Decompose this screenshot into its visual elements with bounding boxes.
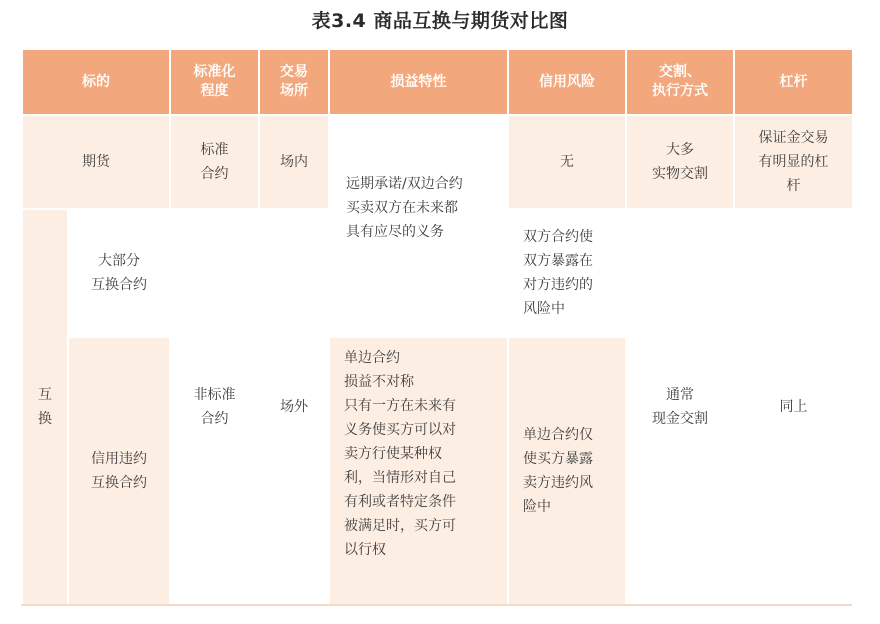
comparison-table [21, 48, 854, 606]
futures-profit-loss-cell: 远期承诺/双边合约 买卖双方在未来都 具有应尽的义务 [329, 115, 508, 337]
header-subject: 标的 [22, 49, 170, 115]
swap-2-subject-cell: 信用违约 互换合约 [68, 337, 170, 605]
futures-venue-cell: 场内 [259, 115, 329, 209]
swap-leverage-cell: 同上 [734, 209, 853, 605]
table-title: 表3.4 商品互换与期货对比图 [311, 10, 569, 32]
swap-1-credit-risk-cell: 双方合约使 双方暴露在 对方违约的 风险中 [508, 209, 626, 337]
futures-credit-risk-cell: 无 [508, 115, 626, 209]
swap-2-profit-loss-cell: 单边合约 损益不对称 只有一方在未来有 义务使买方可以对 卖方行使某种权 利，当情形对自己 有利或者特定条件 被满足时，买方可 以行权 [329, 337, 508, 605]
swap-1-subject-cell: 大部分 互换合约 [68, 209, 170, 337]
header-row [22, 49, 853, 115]
header-standardization: 标准化 程度 [170, 49, 259, 115]
swap-venue-cell: 场外 [259, 209, 329, 605]
futures-leverage-cell: 保证金交易 有明显的杠 杆 [734, 115, 853, 209]
swap-standardization-cell: 非标准 合约 [170, 209, 259, 605]
header-delivery: 交割、 执行方式 [626, 49, 734, 115]
swap-2-credit-risk-cell: 单边合约仅 使买方暴露 卖方违约风 险中 [508, 337, 626, 605]
futures-delivery-cell: 大多 实物交割 [626, 115, 734, 209]
header-profit-loss: 损益特性 [329, 49, 508, 115]
header-credit-risk: 信用风险 [508, 49, 626, 115]
table-bottom-rule [21, 604, 852, 606]
futures-subject-cell: 期货 [22, 115, 170, 209]
header-leverage: 杠杆 [734, 49, 853, 115]
swap-group-label-cell: 互换 [22, 209, 68, 605]
header-venue: 交易 场所 [259, 49, 329, 115]
futures-row [22, 115, 853, 163]
futures-standardization-cell: 标准 合约 [170, 115, 259, 209]
swap-delivery-cell: 通常 现金交割 [626, 209, 734, 605]
